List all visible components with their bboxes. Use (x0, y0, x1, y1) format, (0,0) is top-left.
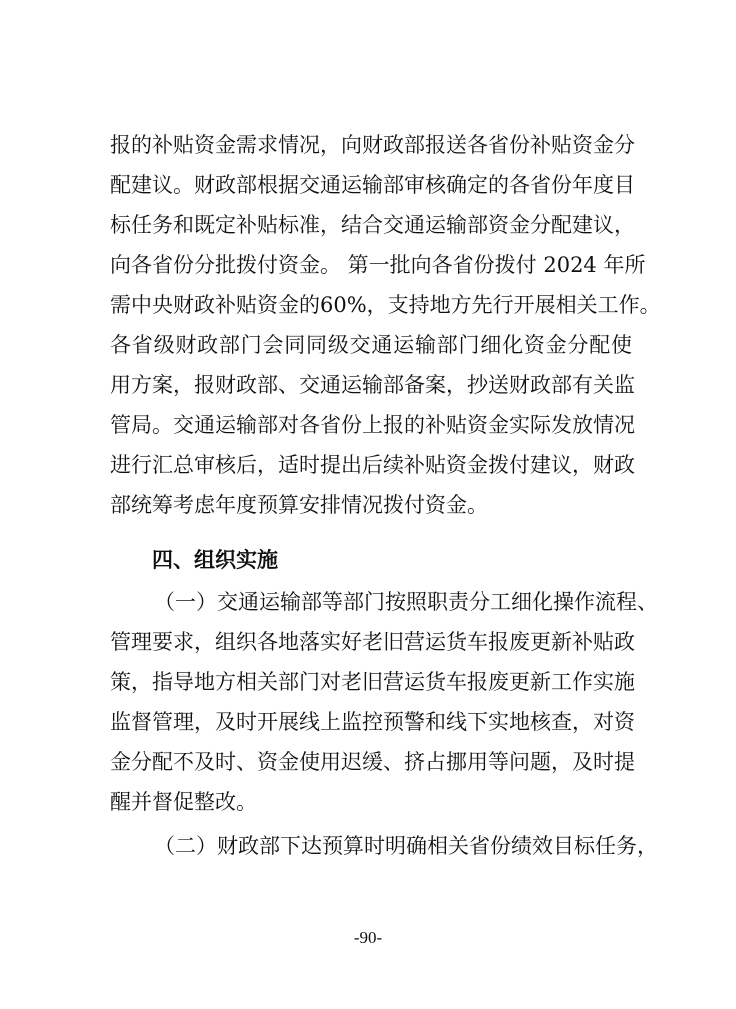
text-line: 向各省份分批拨付资金。 第一批向各省份拨付 2024 年所 (110, 253, 646, 277)
text-line: （一）交通运输部等部门按照职责分工细化操作流程、 (154, 590, 658, 614)
text-line: 报的补贴资金需求情况，向财政部报送各省份补贴资金分 (110, 133, 635, 157)
text-line: 管局。交通运输部对各省份上报的补贴资金实际发放情况 (110, 413, 635, 437)
text-line: 标任务和既定补贴标准，结合交通运输部资金分配建议， (110, 213, 635, 237)
section-heading: 四、组织实施 (152, 548, 278, 572)
text-line: （二）财政部下达预算时明确相关省份绩效目标任务， (154, 834, 658, 858)
text-line: 监督管理，及时开展线上监控预警和线下实地核查，对资 (110, 710, 635, 734)
text-line: 配建议。财政部根据交通运输部审核确定的各省份年度目 (110, 173, 635, 197)
text-line: 进行汇总审核后，适时提出后续补贴资金拨付建议，财政 (110, 453, 635, 477)
text-line: 管理要求，组织各地落实好老旧营运货车报废更新补贴政 (110, 630, 635, 654)
paragraph-item-two (110, 826, 658, 866)
paragraph-fund-allocation (110, 125, 661, 525)
text-line: 各省级财政部门会同同级交通运输部门细化资金分配使 (110, 333, 632, 357)
text-line: 需中央财政补贴资金的60%，支持地方先行开展相关工作。 (110, 293, 661, 317)
text-line: 醒并督促整改。 (110, 790, 257, 814)
paragraph-item-one (110, 582, 658, 822)
text-line: 金分配不及时、资金使用迟缓、挤占挪用等问题，及时提 (110, 750, 635, 774)
text-line: 部统筹考虑年度预算安排情况拨付资金。 (110, 493, 488, 517)
text-line: 用方案，报财政部、交通运输部备案，抄送财政部有关监 (110, 373, 635, 397)
text-line: 策，指导地方相关部门对老旧营运货车报废更新工作实施 (110, 670, 635, 694)
page-number: -90- (353, 928, 383, 947)
